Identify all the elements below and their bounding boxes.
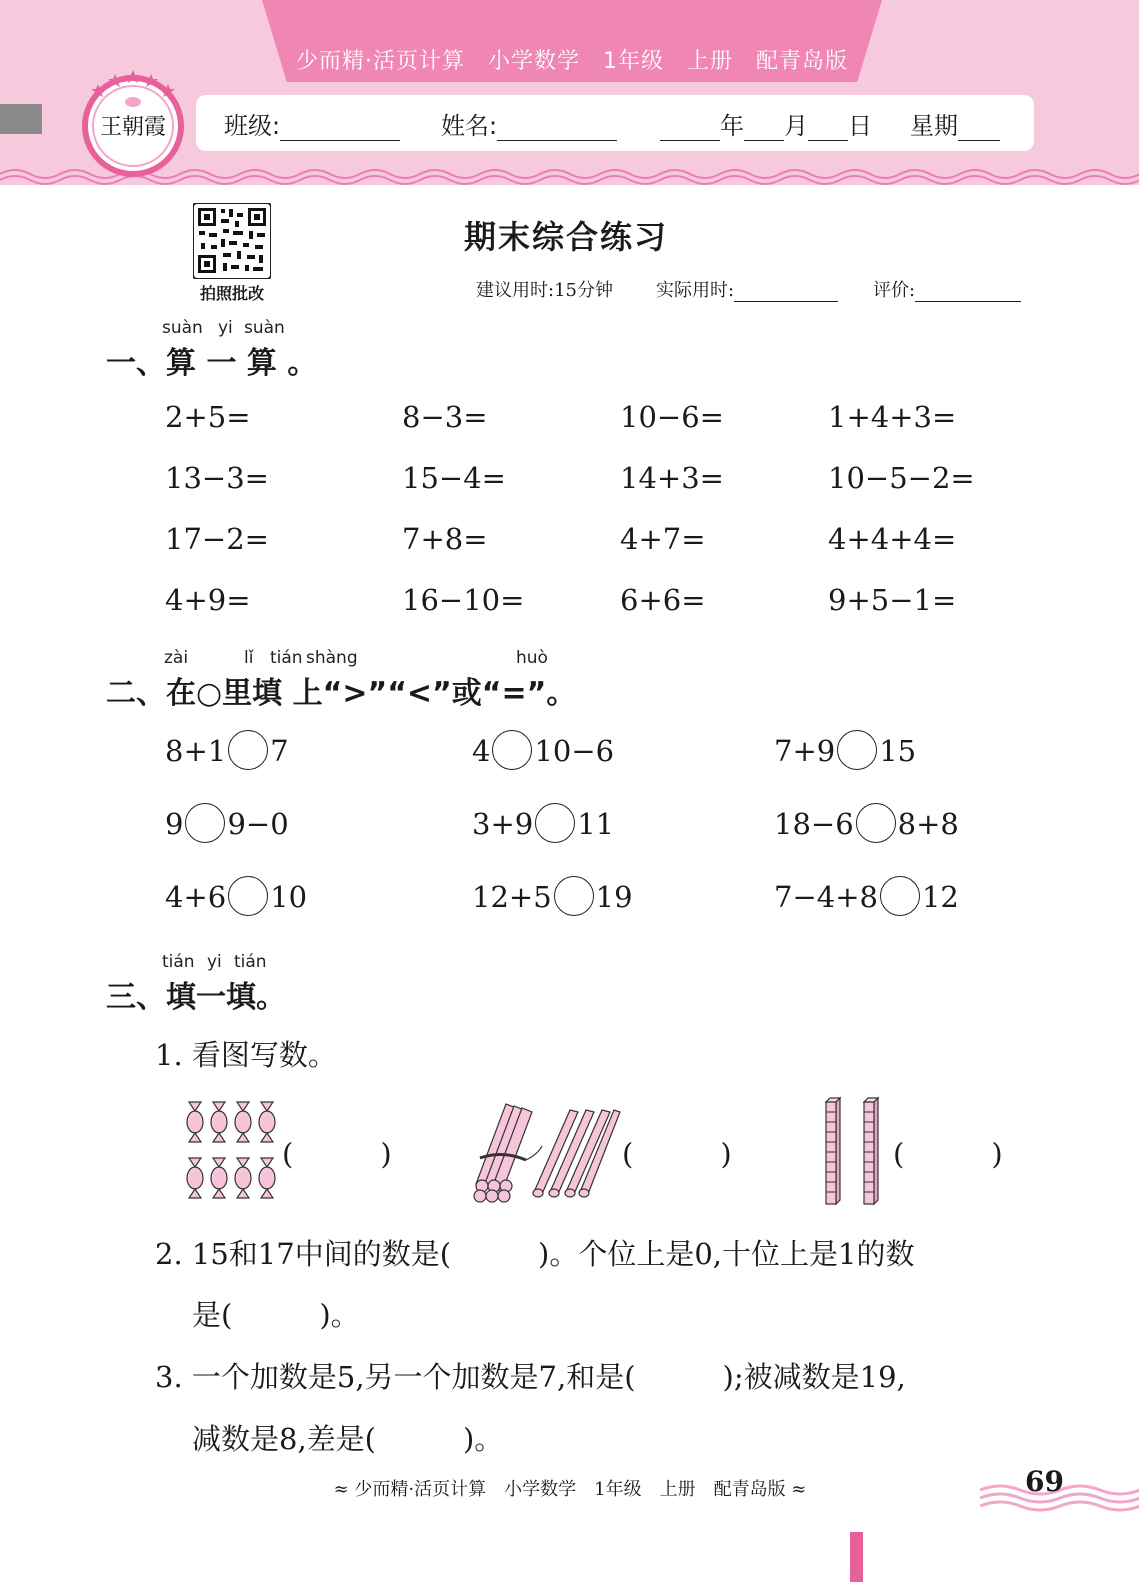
equation: 9+5−1=	[828, 583, 957, 617]
equation: 15−4=	[402, 461, 506, 495]
qr-code-icon[interactable]	[193, 203, 271, 279]
pinyin-li: lǐ	[244, 648, 254, 668]
class-blank[interactable]	[280, 118, 400, 141]
equation: 6+6=	[620, 583, 706, 617]
compare-right: 7	[270, 734, 289, 768]
equation: 7+8=	[402, 522, 488, 556]
weekday-field	[910, 106, 1000, 141]
pinyin-suan-1: suàn	[162, 318, 203, 338]
question-2-line2: 是( )。	[192, 1298, 360, 1332]
page-title: 期末综合练习	[463, 218, 668, 256]
name-blank[interactable]	[497, 118, 617, 141]
rating-field	[873, 276, 1021, 302]
logo-text: 王朝霞	[99, 115, 167, 140]
answer-circle[interactable]	[837, 730, 877, 770]
compare-left: 9	[165, 807, 184, 841]
compare-right: 10−6	[534, 734, 615, 768]
name-field	[441, 106, 617, 141]
answer-circle[interactable]	[228, 876, 268, 916]
pinyin-yi: yi	[207, 952, 222, 972]
day-blank[interactable]	[808, 118, 848, 141]
suggested-time: 建议用时:15分钟	[476, 280, 613, 301]
footer-text: ≈ 少而精·活页计算 小学数学 1年级 上册 配青岛版 ≈	[333, 1479, 807, 1500]
equation: 17−2=	[165, 522, 269, 556]
compare-item	[472, 806, 614, 846]
compare-left: 7−4+8	[774, 880, 878, 914]
compare-item	[472, 879, 633, 919]
equation: 8−3=	[402, 400, 488, 434]
pinyin-zai: zài	[164, 648, 189, 668]
month-blank[interactable]	[744, 118, 784, 141]
section2-title: 二、在○里填 上“>”“<”或“=”。	[106, 676, 577, 711]
pinyin-suan-2: suàn	[244, 318, 285, 338]
compare-item	[774, 879, 959, 919]
question-3-line2: 减数是8,差是( )。	[192, 1422, 504, 1456]
pinyin-shang: shàng	[306, 648, 358, 668]
answer-circle[interactable]	[492, 730, 532, 770]
equation: 4+7=	[620, 522, 706, 556]
compare-item	[774, 806, 959, 846]
weekday-blank[interactable]	[958, 118, 1000, 141]
pinyin-tian-1: tián	[162, 952, 195, 972]
section3-title: 三、填一填。	[106, 980, 286, 1015]
day-label: 日	[848, 112, 872, 140]
actual-time-blank[interactable]	[734, 281, 838, 302]
candies-picture	[184, 1098, 280, 1208]
compare-left: 12+5	[472, 880, 552, 914]
compare-item	[165, 806, 289, 846]
answer-circle[interactable]	[185, 803, 225, 843]
answer-blank[interactable]: ( )	[622, 1137, 732, 1171]
pinyin-tian: tián	[270, 648, 303, 668]
answer-circle[interactable]	[554, 876, 594, 916]
class-label: 班级:	[224, 112, 281, 140]
compare-left: 3+9	[472, 807, 534, 841]
answer-circle[interactable]	[880, 876, 920, 916]
compare-item	[472, 733, 614, 773]
compare-right: 12	[921, 880, 959, 914]
compare-left: 18−6	[774, 807, 854, 841]
compare-right: 11	[577, 807, 615, 841]
answer-blank[interactable]: ( )	[282, 1137, 392, 1171]
equation: 10−6=	[620, 400, 724, 434]
answer-blank[interactable]: ( )	[893, 1137, 1003, 1171]
equation: 14+3=	[620, 461, 724, 495]
equation: 1+4+3=	[828, 400, 957, 434]
question-1: 1. 看图写数。	[155, 1038, 337, 1072]
year-label: 年	[720, 112, 744, 140]
equation: 13−3=	[165, 461, 269, 495]
equation: 2+5=	[165, 400, 251, 434]
equation: 10−5−2=	[828, 461, 975, 495]
weekday-label: 星期	[910, 112, 958, 140]
answer-circle[interactable]	[856, 803, 896, 843]
compare-right: 15	[879, 734, 917, 768]
header-gray-marker	[0, 104, 42, 134]
pinyin-yi: yi	[218, 318, 233, 338]
compare-item	[165, 879, 307, 919]
compare-left: 8+1	[165, 734, 227, 768]
compare-right: 19	[595, 880, 633, 914]
answer-circle[interactable]	[535, 803, 575, 843]
actual-time-field	[656, 276, 838, 302]
name-label: 姓名:	[441, 112, 498, 140]
month-label: 月	[784, 112, 808, 140]
compare-left: 4+6	[165, 880, 227, 914]
series-title: 少而精·活页计算 小学数学 1年级 上册 配青岛版	[296, 49, 848, 74]
page-edge-tab	[850, 1532, 863, 1582]
rating-blank[interactable]	[915, 281, 1021, 302]
rating-label: 评价:	[873, 280, 916, 301]
equation: 4+9=	[165, 583, 251, 617]
compare-right: 10	[270, 880, 308, 914]
compare-left: 4	[472, 734, 491, 768]
compare-right: 8+8	[897, 807, 959, 841]
brand-logo	[78, 68, 188, 178]
pinyin-tian-2: tián	[234, 952, 267, 972]
year-blank[interactable]	[660, 118, 720, 141]
counting-bars-picture	[822, 1096, 882, 1208]
date-field	[660, 106, 872, 141]
compare-item	[774, 733, 916, 773]
compare-item	[165, 733, 289, 773]
class-field	[224, 106, 400, 141]
section1-title: 一、算 一 算 。	[106, 346, 318, 381]
compare-right: 9−0	[227, 807, 289, 841]
actual-time-label: 实际用时:	[656, 280, 735, 301]
qr-label: 拍照批改	[199, 284, 264, 303]
sticks-picture	[470, 1100, 622, 1204]
answer-circle[interactable]	[228, 730, 268, 770]
compare-left: 7+9	[774, 734, 836, 768]
equation: 16−10=	[402, 583, 525, 617]
question-3-line1: 3. 一个加数是5,另一个加数是7,和是( );被减数是19,	[155, 1360, 906, 1394]
question-2-line1: 2. 15和17中间的数是( )。个位上是0,十位上是1的数	[155, 1237, 915, 1271]
equation: 4+4+4=	[828, 522, 957, 556]
page-number: 69	[1025, 1465, 1064, 1498]
pinyin-huo: huò	[516, 648, 548, 668]
